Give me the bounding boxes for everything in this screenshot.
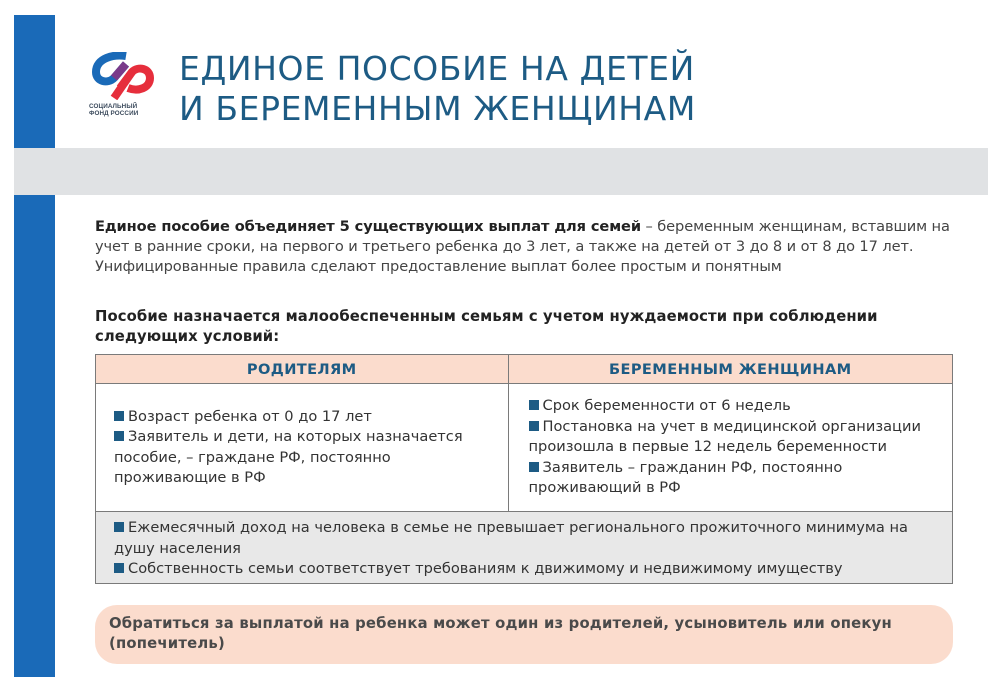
- decorative-blue-bar-top: [14, 15, 55, 148]
- logo-text: СОЦИАЛЬНЫЙ ФОНД РОССИИ: [89, 103, 139, 117]
- bullet-square-icon: [114, 563, 124, 573]
- bullet-square-icon: [114, 411, 124, 421]
- common-conditions: [96, 512, 953, 584]
- bullet-square-icon: [529, 421, 539, 431]
- list-item: Собственность семьи соответствует требованиям к движимому и недвижимому имуществу: [114, 559, 942, 580]
- title-line-2: И БЕРЕМЕННЫМ ЖЕНЩИНАМ: [179, 89, 696, 128]
- list-item: Постановка на учет в медицинской организации произошла в первые 12 недель беременности: [528, 417, 921, 456]
- bullet-square-icon: [114, 431, 124, 441]
- list-item: Ежемесячный доход на человека в семье не превышает регионального прожиточного минимума на душу населения: [114, 519, 908, 557]
- table-header-row: [96, 355, 953, 384]
- sfr-logo-icon: [92, 52, 154, 100]
- header-parents: РОДИТЕЛЯМ: [96, 355, 509, 384]
- decorative-gray-band: [14, 148, 988, 195]
- list-item: Срок беременности от 6 недель: [529, 396, 944, 417]
- applicant-note: Обратиться за выплатой на ребенка может один из родителей, усыновитель или опекун (попечитель): [95, 605, 953, 664]
- list-item: Заявитель – гражданин РФ, постоянно проживающий в РФ: [528, 458, 843, 497]
- logo: [89, 52, 157, 117]
- intro-rest: – беременным женщинам, вставшим на учет в ранние сроки, на первого и третьего ребенка до 3 лет, а также на детей от 3 до 8 и от 8 до 17 лет. Унифицированные правила сделают предоставление выплат более простым и понятным: [95, 218, 950, 275]
- intro-bold: Единое пособие объединяет 5 существующих выплат для семей: [95, 218, 641, 235]
- header-pregnant: БЕРЕМЕННЫМ ЖЕНЩИНАМ: [508, 355, 952, 384]
- decorative-blue-bar-bottom: [14, 195, 55, 677]
- table-row-common: [96, 512, 953, 584]
- bullet-square-icon: [114, 522, 124, 532]
- bullet-square-icon: [529, 462, 539, 472]
- list-item: Заявитель и дети, на которых назначается пособие, – граждане РФ, постоянно проживающие в РФ: [114, 428, 463, 486]
- conditions-heading: Пособие назначается малообеспеченным семьям с учетом нуждаемости при соблюдении следующих условий:: [95, 308, 878, 345]
- table-row: [96, 384, 953, 512]
- pregnant-conditions: [508, 384, 952, 512]
- intro-paragraph: [95, 217, 955, 277]
- title-line-1: ЕДИНОЕ ПОСОБИЕ НА ДЕТЕЙ: [179, 49, 695, 88]
- conditions-table: [95, 354, 953, 584]
- parents-conditions: [96, 384, 509, 512]
- list-item: Возраст ребенка от 0 до 17 лет: [114, 407, 500, 428]
- bullet-square-icon: [529, 400, 539, 410]
- page-title: [179, 49, 696, 129]
